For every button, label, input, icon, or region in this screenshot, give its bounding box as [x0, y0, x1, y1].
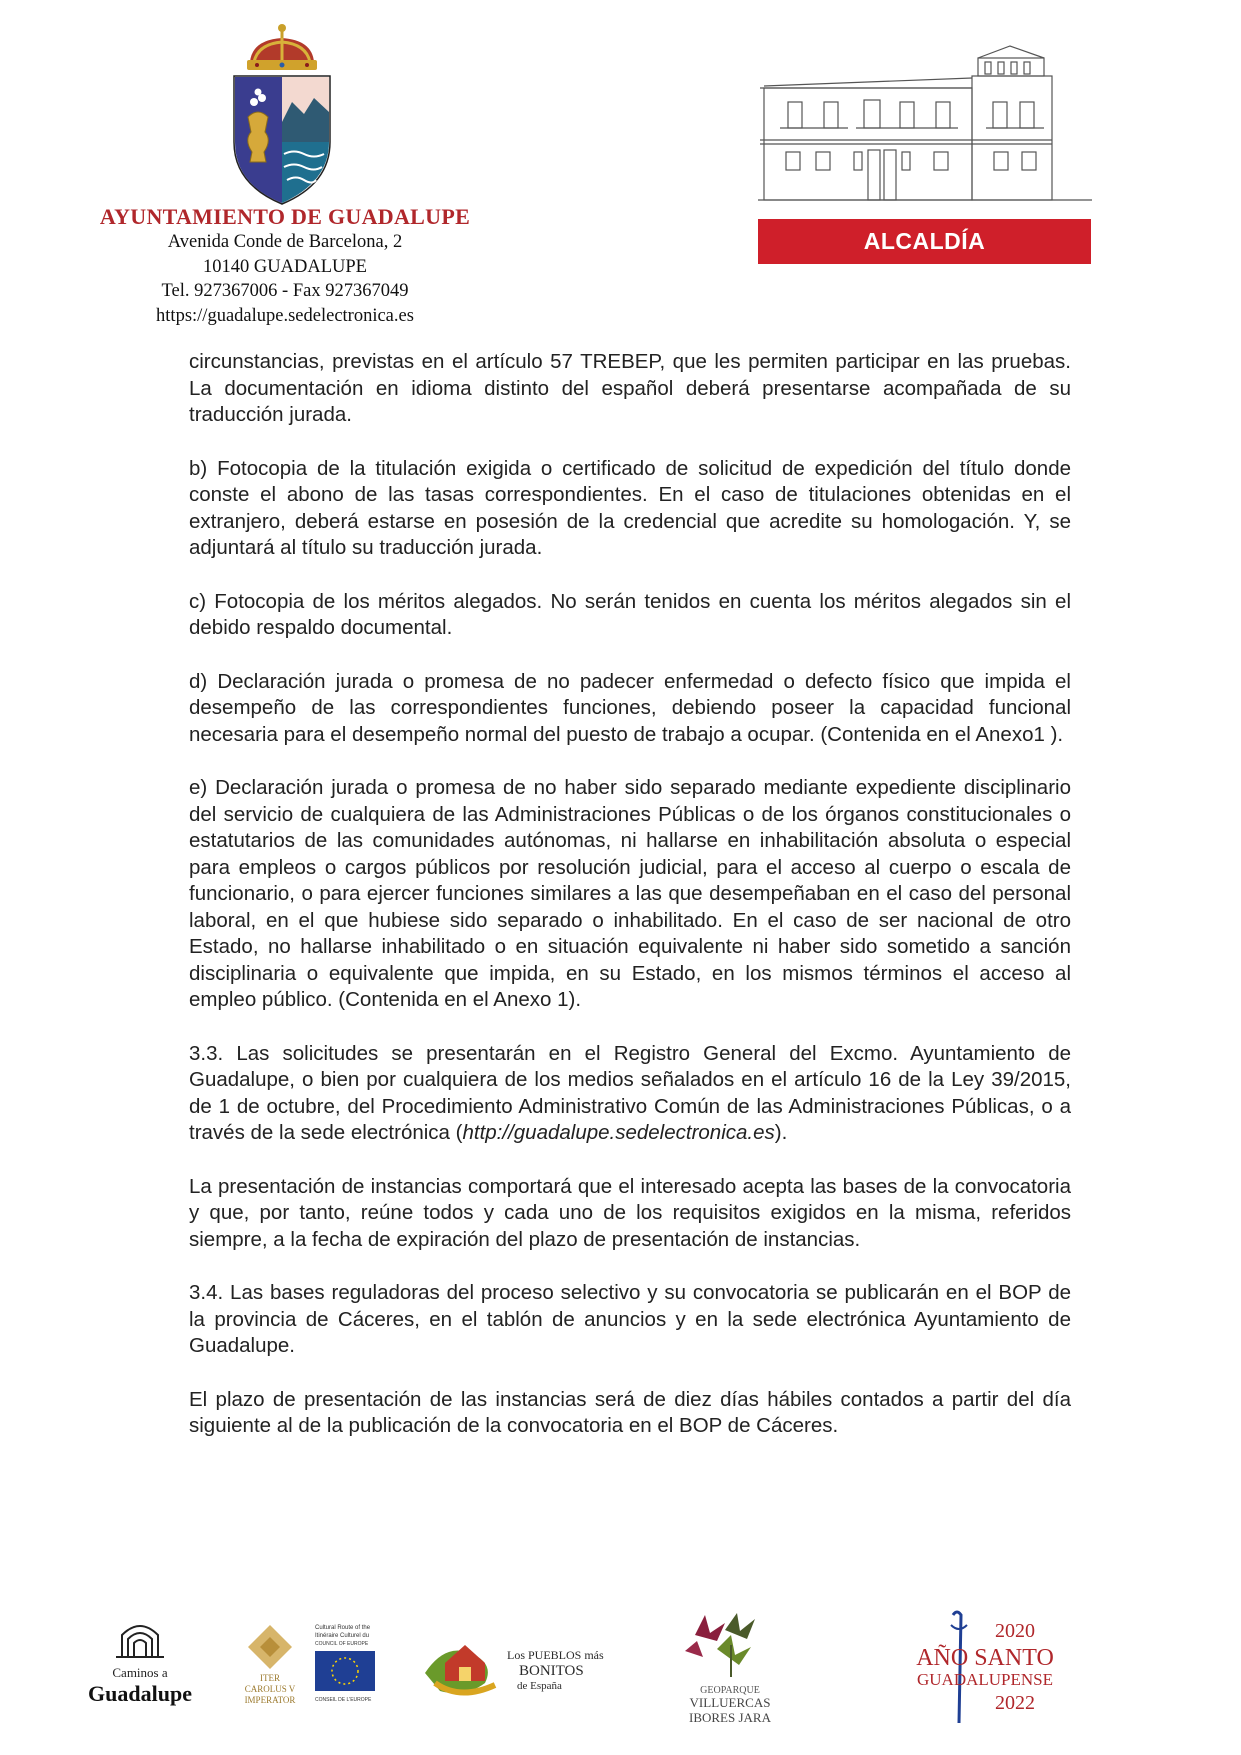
caminos-line2: Guadalupe [88, 1681, 192, 1706]
anio-line2: GUADALUPENSE [917, 1670, 1053, 1689]
caminos-line1: Caminos a [112, 1665, 168, 1680]
paragraph-item-b: b) Fotocopia de la titulación exigida o certificado de solicitud de expedición del título donde conste el abono de las tasas correspondientes. En el caso de titulaciones obtenidas en el extranjero, deberá estarse en posesión de la credencial que acredite su homologación. Y, se adjuntará al título su traducción jurada. [189, 456, 1071, 559]
pueblos-line3: de España [517, 1680, 562, 1692]
paragraph-item-e: e) Declaración jurada o promesa de no haber sido separado mediante expediente disciplinario del servicio de cualquiera de las Administraciones Públicas o de los órganos constitucionales o estatutarios de las comunidades autónomas, ni hallarse en inhabilitación absoluta o especial para empleos o cargos públicos por resolución judicial, para el acceso al cuerpo o escala de funcionario, o para ejercer funciones similares a las que desempeñaban en el caso del personal laboral, en el que hubiese sido separado o inhabilitado. En el caso de ser nacional de otro Estado, no hallarse inhabilitado o en situación equivalente ni haber sido sometido a sanción disciplinaria o equivalente que impida, en su Estado, en los mismos términos el acceso al empleo público. (Contenida en el Anexo 1). [189, 776, 1071, 1011]
pueblos-mas-bonitos-logo [415, 1623, 615, 1713]
department-banner: ALCALDÍA [758, 219, 1091, 264]
iter-line3: IMPERATOR [244, 1695, 296, 1705]
org-website[interactable]: https://guadalupe.sedelectronica.es [156, 305, 414, 326]
paragraph-item-d: d) Declaración jurada o promesa de no padecer enfermedad o defecto físico que impida el desempeño de las correspondientes funciones, debiendo poseer la capacidad funcional necesaria para el desempeño normal del puesto de trabajo a ocupar. (Contenida en el Anexo1 ). [189, 669, 1071, 746]
anio-top: 2020 [995, 1620, 1035, 1642]
geo-line3: IBORES JARA [689, 1710, 771, 1725]
document-body [189, 349, 1071, 1440]
route-line2: Itinéraire Culturel du [315, 1633, 370, 1639]
org-city: 10140 GUADALUPE [203, 256, 367, 277]
pueblos-line2: BONITOS [519, 1663, 584, 1679]
paragraph-continuation: circunstancias, previstas en el artículo 57 TREBEP, que les permiten participar en las pruebas. La documentación en idioma distinto del español deberá presentarse acompañada de su traducción jurada. [189, 350, 1071, 426]
paragraph-3-3 [189, 1041, 1071, 1147]
paragraph-3-3-text: 3.3. Las solicitudes se presentarán en el Registro General del Excmo. Ayuntamiento de Guadalupe, o bien por cualquiera de los medios señalados en el artículo 16 de la Ley 39/2015, de 1 de octubre, del Procedimiento Administrativo Común de las Administraciones Públicas, o a través de la sede electrónica ( [189, 1041, 1071, 1144]
iter-carolus-council-of-europe-logo [230, 1619, 420, 1719]
route-line1: Cultural Route of the [315, 1625, 371, 1631]
town-hall-building-icon [758, 44, 1092, 210]
route-line3: COUNCIL OF EUROPE [315, 1641, 369, 1647]
paragraph-3-4: 3.4. Las bases reguladoras del proceso selectivo y su convocatoria se publicarán en el BOP de la provincia de Cáceres, en el tablón de anuncios y en la sede electrónica Ayuntamiento de Guadalupe. [189, 1281, 1071, 1357]
anio-bottom: 2022 [995, 1692, 1035, 1714]
paragraph-plazo: El plazo de presentación de las instancias será de diez días hábiles contados a partir del día siguiente al de la publicación de la convocatoria en el BOP de Cáceres. [189, 1387, 1071, 1437]
coat-of-arms-icon [232, 22, 332, 207]
paragraph-item-c: c) Fotocopia de los méritos alegados. No serán tenidos en cuenta los méritos alegados sin el debido respaldo documental. [189, 589, 1071, 639]
pueblos-line1: Los PUEBLOS más [507, 1648, 604, 1662]
caminos-a-guadalupe-logo [70, 1615, 210, 1715]
route-line4: CONSEIL DE L'EUROPE [315, 1697, 372, 1703]
org-address: Avenida Conde de Barcelona, 2 [167, 232, 403, 252]
geo-line2: VILLUERCAS [689, 1695, 771, 1710]
anio-line1: AÑO SANTO [916, 1645, 1054, 1671]
iter-line2: CAROLUS V [244, 1684, 296, 1694]
ano-santo-guadalupense-logo [895, 1605, 1075, 1730]
geo-line1: GEOPARQUE [700, 1685, 760, 1696]
org-phones: Tel. 927367006 - Fax 927367049 [161, 281, 409, 301]
geoparque-villuercas-logo [655, 1605, 805, 1730]
paragraph-presentacion: La presentación de instancias comportará que el interesado acepta las bases de la convocatoria y que, por tanto, reúne todos y cada uno de los requisitos exigidos en la misma, referidos siempre, a la fecha de expiración del plazo de presentación de instancias. [189, 1174, 1071, 1251]
footer-logos [60, 1605, 1180, 1730]
org-address-block [80, 204, 490, 328]
crown-icon [247, 24, 317, 70]
iter-line1: ITER [260, 1673, 280, 1683]
sede-electronica-link[interactable]: http://guadalupe.sedelectronica.es [462, 1121, 775, 1144]
paragraph-3-3-end: ). [774, 1121, 788, 1144]
org-name: AYUNTAMIENTO DE GUADALUPE [99, 204, 471, 229]
